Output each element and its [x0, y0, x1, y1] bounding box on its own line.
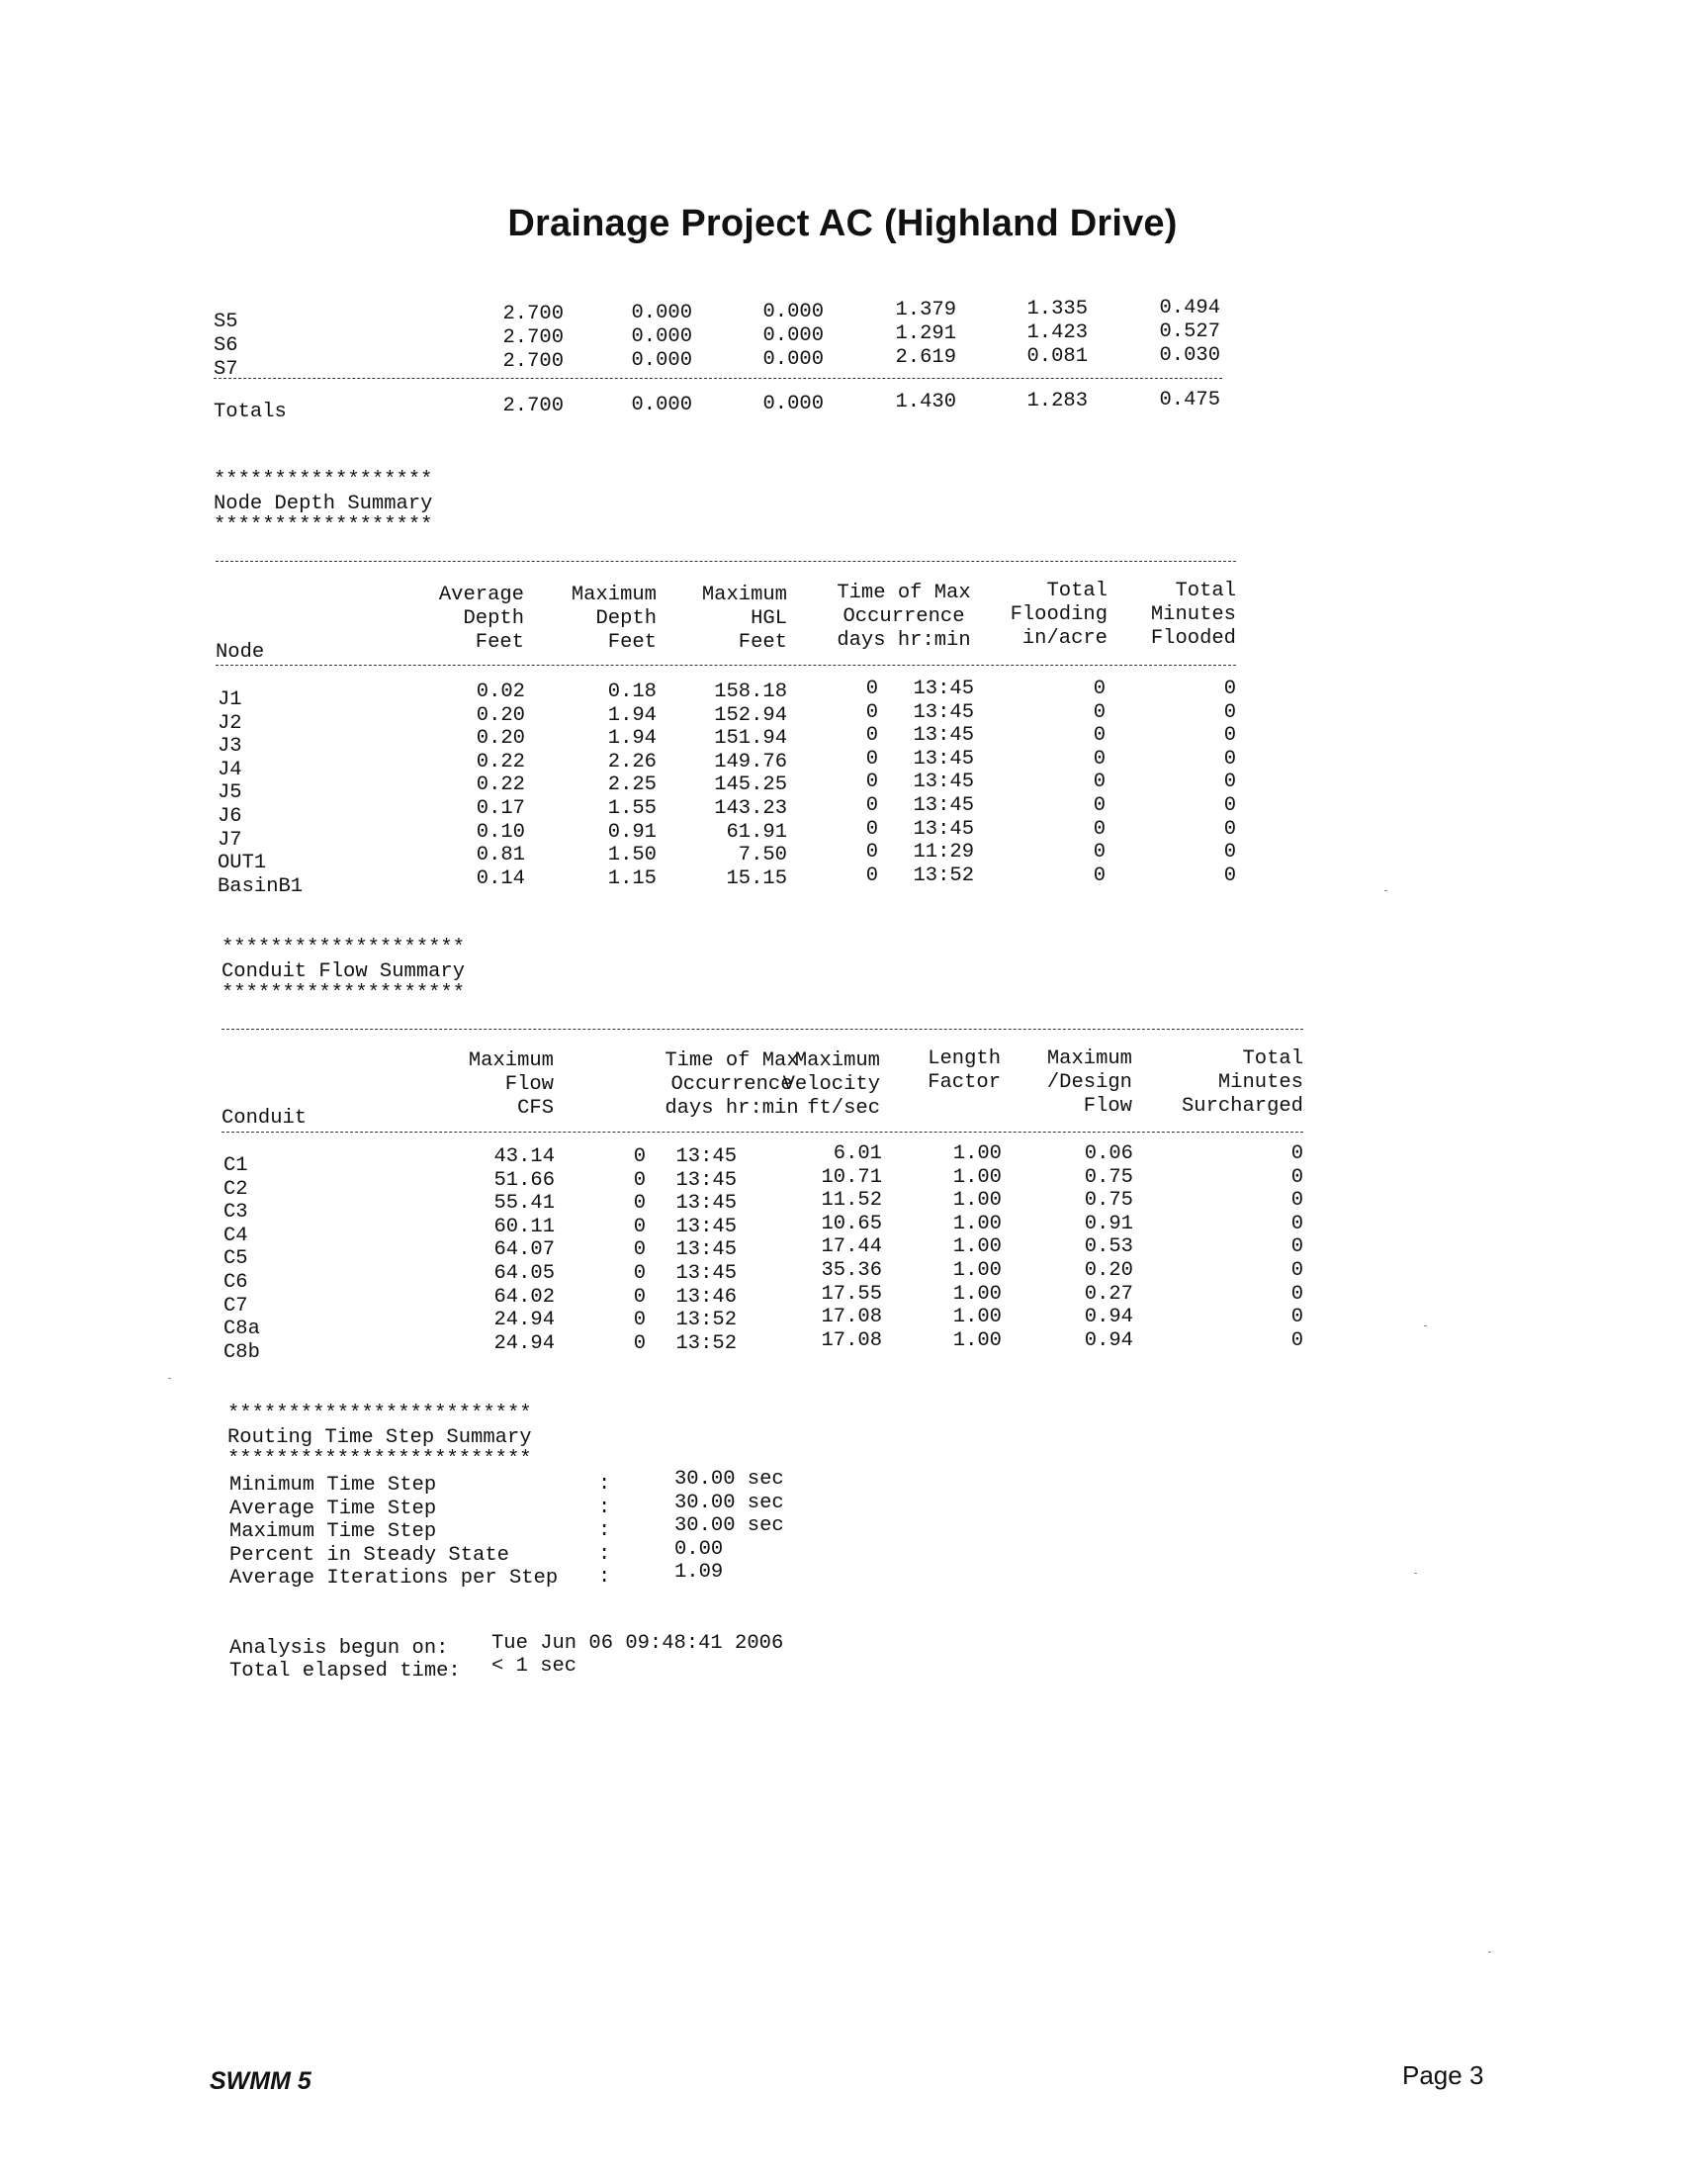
node-depth-cell: 0	[1093, 678, 1106, 700]
node-depth-cell: 1.94	[607, 703, 657, 727]
conduit-flow-cell: 1.00	[952, 1165, 1002, 1189]
node-depth-cell: 1.50	[607, 844, 657, 867]
node-depth-node-name: J3	[218, 735, 242, 759]
node-depth-cell: 2.26	[607, 750, 657, 774]
conduit-flow-header: Total	[1242, 1047, 1303, 1070]
node-depth-node-name: J1	[218, 688, 242, 711]
conduit-flow-cell: 17.08	[821, 1328, 882, 1352]
node-depth-header: Depth	[595, 607, 657, 630]
node-depth-cell: 0	[865, 817, 878, 841]
conduit-flow-name: C8b	[223, 1340, 260, 1364]
runoff-totals-cell: 1.430	[895, 391, 956, 414]
conduit-flow-cell: 0	[633, 1309, 646, 1332]
conduit-flow-cell: 1.00	[952, 1328, 1002, 1352]
node-depth-header: Time of Max	[837, 582, 971, 604]
node-depth-header: Flooded	[1150, 627, 1236, 650]
node-depth-cell: 0	[865, 678, 878, 700]
conduit-flow-cell: 0	[633, 1145, 646, 1168]
conduit-flow-cell: 1.00	[952, 1189, 1002, 1213]
node-depth-cell: 13:45	[913, 817, 974, 841]
runoff-cell: 2.619	[895, 346, 956, 370]
conduit-flow-header: Factor	[928, 1071, 1001, 1094]
conduit-flow-cell: 1.00	[952, 1235, 1002, 1259]
conduit-flow-name: C1	[223, 1154, 248, 1177]
node-depth-header: Feet	[607, 631, 657, 654]
conduit-flow-cell: 0.20	[1084, 1259, 1133, 1282]
runoff-cell: 1.423	[1026, 321, 1088, 345]
node-depth-cell: 0	[1093, 841, 1106, 864]
node-depth-stars-bottom: ******************	[214, 514, 433, 537]
node-depth-cell: 1.55	[607, 797, 657, 820]
runoff-cell: 0.000	[631, 324, 692, 348]
node-depth-cell: 1.94	[607, 727, 657, 751]
conduit-flow-cell: 17.08	[821, 1306, 882, 1329]
runoff-totals-cell: 1.283	[1026, 390, 1088, 413]
runoff-cell: 0.000	[762, 323, 824, 347]
conduit-flow-cell: 6.01	[833, 1142, 882, 1165]
node-depth-cell: 152.94	[714, 703, 787, 727]
runoff-cell: 0.081	[1026, 345, 1088, 369]
conduit-flow-name: C6	[223, 1271, 248, 1294]
node-depth-cell: 0	[1093, 794, 1106, 817]
node-depth-cell: 13:45	[913, 700, 974, 724]
node-depth-cell: 13:45	[913, 794, 974, 817]
conduit-flow-cell: 0	[1290, 1189, 1303, 1213]
conduit-flow-cell: 1.00	[952, 1142, 1002, 1165]
node-depth-cell: 0	[1223, 747, 1236, 771]
analysis-elapsed-label: Total elapsed time:	[229, 1660, 461, 1683]
node-depth-cell: 0	[1223, 700, 1236, 724]
conduit-flow-cell: 35.36	[821, 1259, 882, 1282]
routing-value: 1.09	[674, 1561, 724, 1585]
analysis-begun-value: Tue Jun 06 09:48:41 2006	[491, 1632, 784, 1655]
conduit-flow-cell: 0	[1290, 1306, 1303, 1329]
node-depth-header: Feet	[738, 631, 787, 654]
node-depth-cell: 0.14	[476, 866, 525, 890]
footer-software-name: SWMM 5	[210, 2067, 311, 2095]
node-depth-node-name: J4	[218, 758, 242, 781]
runoff-cell: 1.379	[895, 299, 956, 322]
conduit-flow-heading: Conduit Flow Summary	[222, 960, 466, 983]
node-depth-cell: 15.15	[726, 866, 787, 890]
node-depth-cell: 0	[1223, 678, 1236, 700]
routing-value: 30.00 sec	[674, 1491, 784, 1514]
conduit-flow-cell: 0	[1290, 1259, 1303, 1282]
node-depth-cell: 13:45	[913, 724, 974, 748]
runoff-totals-cell: 2.700	[502, 395, 564, 417]
conduit-flow-cell: 0.06	[1084, 1142, 1133, 1165]
node-depth-header: days hr:min	[837, 629, 971, 652]
conduit-flow-name: C8a	[223, 1318, 260, 1341]
conduit-flow-cell: 55.41	[493, 1192, 555, 1216]
routing-separator: :	[598, 1473, 611, 1496]
conduit-flow-cell: 64.05	[493, 1262, 555, 1285]
conduit-flow-header: Maximum	[1046, 1047, 1132, 1070]
routing-value: 30.00 sec	[674, 1468, 784, 1491]
node-depth-cell: 0	[865, 747, 878, 771]
node-depth-cell: 7.50	[738, 844, 787, 867]
conduit-flow-header: ft/sec	[807, 1097, 880, 1120]
conduit-flow-stars-top: ********************	[222, 937, 466, 959]
node-depth-cell: 143.23	[714, 797, 787, 820]
runoff-totals-rule	[214, 378, 1222, 379]
node-depth-cell: 0	[1093, 700, 1106, 724]
conduit-flow-cell: 0	[1290, 1142, 1303, 1165]
conduit-flow-rule-top	[222, 1029, 1303, 1030]
node-depth-cell: 13:52	[913, 864, 974, 887]
node-depth-cell: 0	[1223, 841, 1236, 864]
runoff-cell: 0.000	[762, 300, 824, 323]
node-depth-header: Average	[438, 584, 524, 606]
conduit-flow-cell: 0	[633, 1262, 646, 1285]
conduit-flow-header: Maximum	[794, 1049, 880, 1072]
conduit-flow-header: Flow	[504, 1073, 554, 1096]
node-depth-cell: 0	[1093, 817, 1106, 841]
conduit-flow-cell: 0.91	[1084, 1212, 1133, 1235]
node-depth-rule-mid	[216, 665, 1236, 666]
routing-separator: :	[598, 1519, 611, 1543]
node-depth-cell: 0	[1093, 724, 1106, 748]
node-depth-node-name: BasinB1	[218, 874, 304, 898]
node-depth-cell: 0.10	[476, 820, 525, 844]
node-depth-header: HGL	[751, 607, 787, 630]
runoff-cell: 1.335	[1026, 298, 1088, 321]
node-depth-cell: 13:45	[913, 771, 974, 794]
routing-label: Average Iterations per Step	[229, 1567, 559, 1591]
node-depth-cell: 2.25	[607, 774, 657, 797]
routing-label: Minimum Time Step	[229, 1474, 437, 1497]
routing-value: 30.00 sec	[674, 1514, 784, 1538]
conduit-flow-cell: 0	[1290, 1282, 1303, 1306]
conduit-flow-header: Time of Max	[665, 1049, 799, 1072]
node-depth-cell: 11:29	[913, 841, 974, 864]
conduit-flow-header: Maximum	[468, 1049, 554, 1072]
node-depth-heading: Node Depth Summary	[214, 493, 433, 515]
node-depth-cell: 0	[1223, 794, 1236, 817]
runoff-cell: 1.291	[895, 322, 956, 346]
conduit-flow-cell: 0.53	[1084, 1235, 1133, 1259]
runoff-cell: 0.494	[1159, 297, 1220, 319]
conduit-flow-cell: 13:45	[675, 1238, 737, 1262]
conduit-flow-header: Flow	[1083, 1095, 1132, 1118]
conduit-flow-cell: 60.11	[493, 1215, 555, 1238]
node-depth-header: Total	[1175, 580, 1236, 602]
conduit-flow-cell: 13:52	[675, 1331, 737, 1355]
conduit-flow-cell: 0	[1290, 1165, 1303, 1189]
node-depth-cell: 149.76	[714, 750, 787, 774]
runoff-cell: 0.000	[631, 301, 692, 324]
conduit-flow-cell: 13:45	[675, 1145, 737, 1168]
node-depth-cell: 0	[1093, 864, 1106, 887]
conduit-flow-cell: 13:46	[675, 1285, 737, 1309]
node-depth-cell: 0	[865, 700, 878, 724]
node-depth-cell: 61.91	[726, 820, 787, 844]
conduit-flow-cell: 0	[633, 1331, 646, 1355]
conduit-flow-cell: 10.65	[821, 1212, 882, 1235]
conduit-flow-cell: 11.52	[821, 1189, 882, 1213]
runoff-cell: 0.527	[1159, 320, 1220, 343]
node-depth-cell: 0.81	[476, 844, 525, 867]
conduit-flow-cell: 43.14	[493, 1145, 555, 1168]
node-depth-header: Maximum	[701, 584, 787, 606]
node-depth-cell: 0.22	[476, 774, 525, 797]
conduit-flow-header: Conduit	[222, 1107, 308, 1130]
runoff-cell: 0.000	[631, 348, 692, 372]
node-depth-cell: 0.02	[476, 681, 525, 703]
node-depth-cell: 0	[1223, 864, 1236, 887]
routing-stars-bottom: *************************	[227, 1448, 532, 1471]
node-depth-cell: 0.91	[607, 820, 657, 844]
runoff-totals-cell: 0.475	[1159, 389, 1220, 411]
conduit-flow-cell: 0	[1290, 1212, 1303, 1235]
runoff-totals-cell: 0.000	[631, 393, 692, 416]
node-depth-header: Occurrence	[842, 605, 965, 628]
node-depth-header: Node	[216, 641, 265, 664]
node-depth-cell: 0.20	[476, 703, 525, 727]
conduit-flow-cell: 13:45	[675, 1262, 737, 1285]
conduit-flow-cell: 1.00	[952, 1259, 1002, 1282]
node-depth-cell: 0	[1093, 747, 1106, 771]
node-depth-cell: 151.94	[714, 727, 787, 751]
node-depth-stars-top: ******************	[214, 469, 433, 492]
runoff-row-name: S7	[214, 358, 238, 381]
node-depth-cell: 1.15	[607, 866, 657, 890]
conduit-flow-header: Occurrence	[670, 1073, 793, 1096]
runoff-row-name: S5	[214, 311, 238, 333]
conduit-flow-header: Velocity	[782, 1073, 880, 1096]
conduit-flow-cell: 0	[633, 1192, 646, 1216]
conduit-flow-header: Length	[928, 1047, 1001, 1070]
node-depth-cell: 0	[1223, 724, 1236, 748]
conduit-flow-name: C5	[223, 1247, 248, 1271]
node-depth-cell: 0	[865, 724, 878, 748]
node-depth-header: Total	[1046, 580, 1108, 602]
runoff-cell: 2.700	[502, 303, 564, 325]
routing-label: Average Time Step	[229, 1497, 437, 1520]
node-depth-header: in/acre	[1021, 627, 1108, 650]
conduit-flow-cell: 1.00	[952, 1212, 1002, 1235]
conduit-flow-stars-bottom: ********************	[222, 982, 466, 1005]
routing-stars-top: *************************	[227, 1403, 532, 1425]
routing-separator: :	[598, 1566, 611, 1590]
conduit-flow-header: /Design	[1046, 1071, 1132, 1094]
node-depth-cell: 145.25	[714, 774, 787, 797]
conduit-flow-cell: 13:45	[675, 1192, 737, 1216]
runoff-cell: 2.700	[502, 326, 564, 349]
node-depth-header: Minutes	[1150, 603, 1236, 626]
conduit-flow-cell: 1.00	[952, 1282, 1002, 1306]
analysis-begun-label: Analysis begun on:	[229, 1637, 449, 1660]
node-depth-cell: 0	[865, 771, 878, 794]
node-depth-node-name: OUT1	[218, 852, 267, 875]
footer-page-number: Page 3	[1402, 2060, 1484, 2090]
conduit-flow-cell: 13:45	[675, 1215, 737, 1238]
conduit-flow-cell: 0.75	[1084, 1165, 1133, 1189]
node-depth-cell: 0.20	[476, 727, 525, 751]
routing-label: Maximum Time Step	[229, 1520, 437, 1544]
node-depth-node-name: J6	[218, 805, 242, 828]
node-depth-cell: 0	[865, 841, 878, 864]
conduit-flow-cell: 0.94	[1084, 1328, 1133, 1352]
conduit-flow-cell: 0.94	[1084, 1306, 1133, 1329]
runoff-cell: 0.030	[1159, 344, 1220, 367]
scan-speck	[1414, 1573, 1417, 1574]
node-depth-node-name: J5	[218, 781, 242, 805]
conduit-flow-cell: 17.55	[821, 1282, 882, 1306]
scan-speck	[1424, 1325, 1427, 1326]
node-depth-cell: 13:45	[913, 678, 974, 700]
conduit-flow-cell: 0	[1290, 1235, 1303, 1259]
runoff-row-name: S6	[214, 334, 238, 357]
conduit-flow-name: C2	[223, 1177, 248, 1201]
analysis-elapsed-value: < 1 sec	[491, 1655, 577, 1678]
node-depth-cell: 0	[865, 794, 878, 817]
conduit-flow-cell: 0.75	[1084, 1189, 1133, 1213]
node-depth-header: Feet	[475, 631, 524, 654]
node-depth-cell: 0.22	[476, 750, 525, 774]
conduit-flow-cell: 64.02	[493, 1285, 555, 1309]
node-depth-header: Maximum	[571, 584, 657, 606]
node-depth-cell: 13:45	[913, 747, 974, 771]
conduit-flow-cell: 13:45	[675, 1168, 737, 1192]
node-depth-node-name: J2	[218, 711, 242, 735]
conduit-flow-cell: 0	[633, 1215, 646, 1238]
conduit-flow-name: C4	[223, 1224, 248, 1247]
conduit-flow-header: CFS	[517, 1097, 554, 1120]
runoff-totals-label: Totals	[214, 401, 287, 423]
conduit-flow-cell: 0	[1290, 1328, 1303, 1352]
conduit-flow-header: Minutes	[1217, 1071, 1303, 1094]
node-depth-header: Depth	[463, 607, 524, 630]
routing-separator: :	[598, 1496, 611, 1519]
conduit-flow-cell: 0	[633, 1285, 646, 1309]
scan-speck	[1384, 890, 1387, 891]
node-depth-cell: 0.18	[607, 681, 657, 703]
node-depth-cell: 0.17	[476, 797, 525, 820]
conduit-flow-cell: 0.27	[1084, 1282, 1133, 1306]
conduit-flow-cell: 0	[633, 1168, 646, 1192]
runoff-totals-cell: 0.000	[762, 392, 824, 415]
scan-speck	[1488, 1952, 1491, 1953]
node-depth-cell: 158.18	[714, 681, 787, 703]
scan-speck	[168, 1378, 171, 1379]
conduit-flow-cell: 13:52	[675, 1309, 737, 1332]
conduit-flow-cell: 64.07	[493, 1238, 555, 1262]
conduit-flow-cell: 51.66	[493, 1168, 555, 1192]
routing-value: 0.00	[674, 1537, 724, 1561]
conduit-flow-cell: 1.00	[952, 1306, 1002, 1329]
conduit-flow-cell: 0	[633, 1238, 646, 1262]
routing-separator: :	[598, 1542, 611, 1566]
conduit-flow-header: Surcharged	[1181, 1095, 1303, 1118]
conduit-flow-cell: 10.71	[821, 1165, 882, 1189]
node-depth-header: Flooding	[1010, 603, 1108, 626]
conduit-flow-rule-mid	[222, 1132, 1303, 1133]
runoff-cell: 0.000	[762, 347, 824, 371]
node-depth-cell: 0	[1093, 771, 1106, 794]
conduit-flow-name: C3	[223, 1201, 248, 1225]
conduit-flow-header: days hr:min	[665, 1097, 799, 1120]
conduit-flow-cell: 17.44	[821, 1235, 882, 1259]
node-depth-rule-top	[216, 561, 1236, 562]
conduit-flow-cell: 24.94	[493, 1309, 555, 1332]
node-depth-node-name: J7	[218, 828, 242, 852]
node-depth-cell: 0	[865, 864, 878, 887]
page-title: Drainage Project AC (Highland Drive)	[507, 203, 1178, 244]
runoff-cell: 2.700	[502, 350, 564, 373]
routing-label: Percent in Steady State	[229, 1543, 509, 1567]
node-depth-cell: 0	[1223, 771, 1236, 794]
conduit-flow-cell: 24.94	[493, 1331, 555, 1355]
conduit-flow-name: C7	[223, 1294, 248, 1318]
routing-heading: Routing Time Step Summary	[227, 1426, 532, 1449]
node-depth-cell: 0	[1223, 817, 1236, 841]
